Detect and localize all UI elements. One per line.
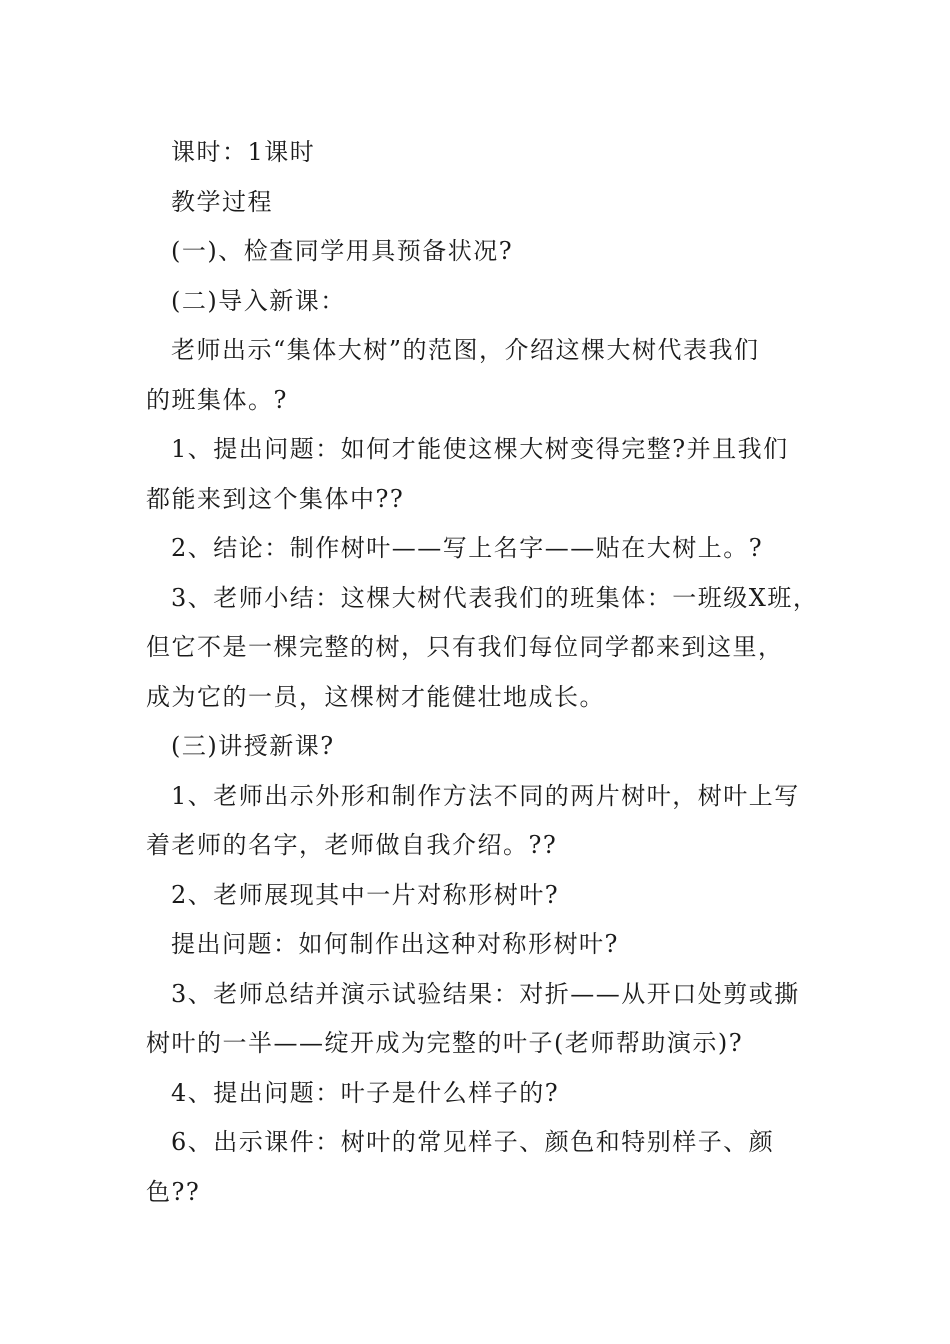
text-line: 树叶的一半——绽开成为完整的叶子(老师帮助演示)? — [146, 1029, 744, 1057]
text-line: 提出问题：如何制作出这种对称形树叶? — [171, 930, 619, 958]
text-line: 1、提出问题：如何才能使这棵大树变得完整?并且我们 — [171, 435, 789, 463]
text-line: 6、出示课件：树叶的常见样子、颜色和特别样子、颜 — [171, 1128, 775, 1156]
text-line: 着老师的名字，老师做自我介绍。?? — [146, 831, 558, 859]
text-line: (三)讲授新课? — [171, 732, 335, 760]
text-line: (一)、检查同学用具预备状况? — [171, 237, 514, 265]
text-line: 成为它的一员，这棵树才能健壮地成长。 — [146, 682, 605, 711]
text-line: 但它不是一棵完整的树，只有我们每位同学都来到这里， — [146, 633, 784, 661]
text-line: 2、老师展现其中一片对称形树叶? — [171, 880, 560, 909]
document-body — [146, 128, 819, 1217]
text-line: (二)导入新课： — [171, 286, 346, 315]
text-line: 3、老师总结并演示试验结果：对折——从开口处剪或撕 — [171, 979, 800, 1008]
text-line: 色?? — [146, 1177, 201, 1206]
text-line: 的班集体。? — [146, 385, 288, 414]
text-line: 老师出示“集体大树”的范图，介绍这棵大树代表我们 — [171, 336, 760, 364]
text-line: 都能来到这个集体中?? — [146, 484, 405, 513]
text-line: 3、老师小结：这棵大树代表我们的班集体：一班级X班， — [171, 583, 819, 612]
text-line: 1、老师出示外形和制作方法不同的两片树叶，树叶上写 — [171, 781, 800, 810]
text-line: 2、结论：制作树叶——写上名字——贴在大树上。? — [171, 534, 764, 562]
text-line: 课时：1课时 — [171, 138, 316, 166]
text-line: 教学过程 — [171, 187, 273, 216]
text-line: 4、提出问题：叶子是什么样子的? — [171, 1078, 560, 1107]
